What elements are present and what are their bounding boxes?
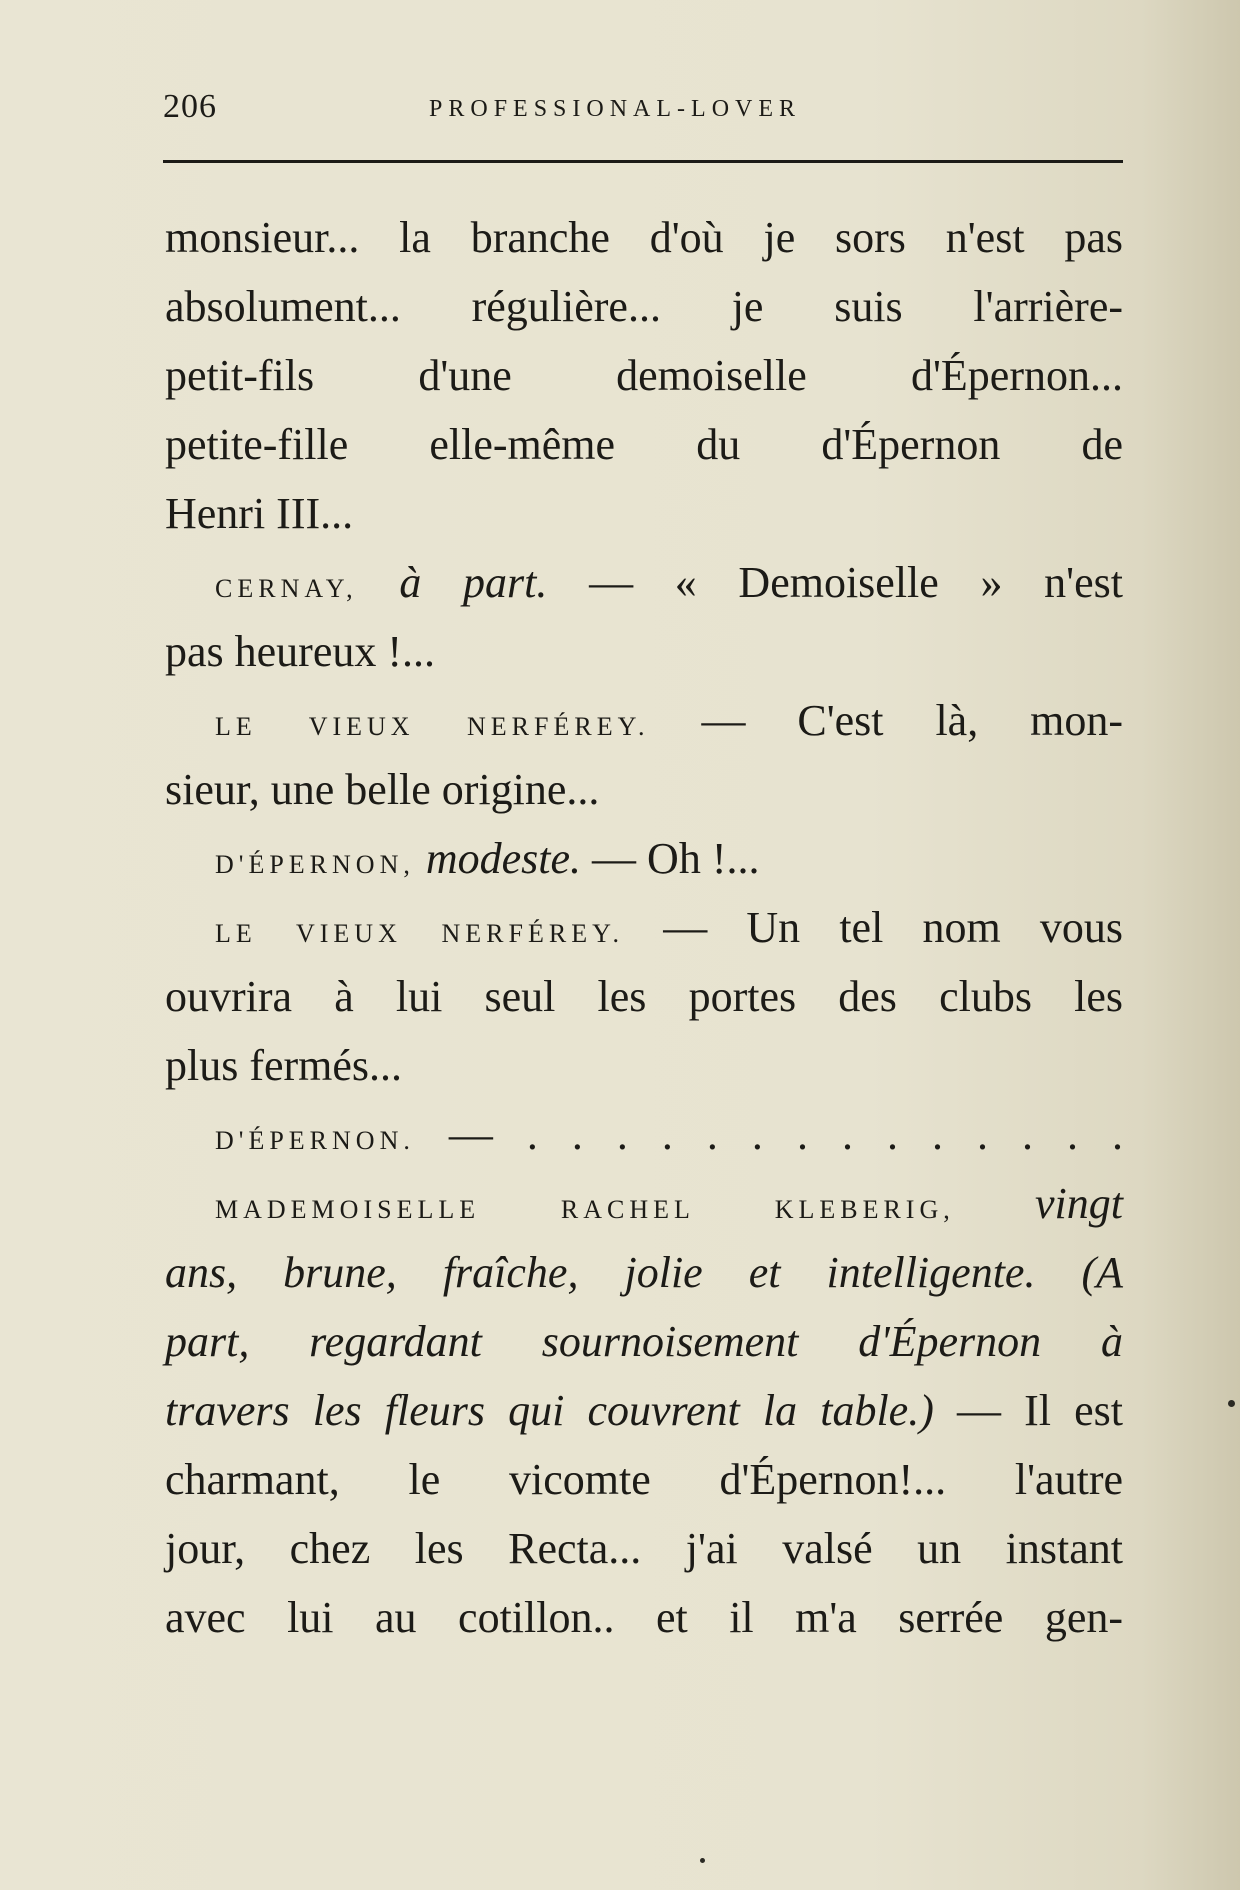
text-line: Henri III...	[165, 489, 354, 538]
dialogue-text: — Il est	[957, 1386, 1123, 1435]
text-line: sieur, une belle origine...	[165, 765, 600, 814]
dialogue-line	[165, 548, 1123, 617]
text-line: ouvrira à lui seul les portes des clubs les	[165, 972, 1123, 1021]
text-line: absolument... régulière... je suis l'arrière-	[165, 282, 1123, 331]
dialogue-line	[165, 1169, 1123, 1238]
dialogue-line	[165, 824, 1123, 893]
speaker-name: D'ÉPERNON,	[215, 850, 415, 879]
speaker-name: CERNAY,	[215, 574, 358, 603]
dialogue-text: — Un tel nom vous	[663, 903, 1124, 952]
speaker-name: LE VIEUX NERFÉREY.	[215, 919, 625, 948]
stage-direction: modeste.	[425, 834, 582, 883]
dialogue-line	[165, 893, 1123, 962]
header-rule	[163, 160, 1123, 163]
paper-speck	[1228, 1400, 1235, 1407]
dialogue-text: — « Demoiselle » n'est	[589, 558, 1123, 607]
dialogue-line	[165, 1376, 1123, 1445]
paper-speck	[700, 1858, 705, 1863]
dialogue-text: — C'est là, mon-	[701, 696, 1124, 745]
speaker-name: LE VIEUX NERFÉREY.	[215, 712, 650, 741]
text-line: petite-fille elle-même du d'Épernon de	[165, 420, 1123, 469]
dialogue-text: — . . . . . . . . . . . . . .	[448, 1110, 1124, 1159]
text-line: avec lui au cotillon.. et il m'a serrée gen-	[165, 1593, 1123, 1642]
text-line: petit-fils d'une demoiselle d'Épernon...	[165, 351, 1123, 400]
running-title: PROFESSIONAL-LOVER	[429, 96, 802, 122]
text-line: pas heureux !...	[165, 627, 436, 676]
dialogue-text: — Oh !...	[592, 834, 760, 883]
speaker-name: MADEMOISELLE RACHEL KLEBERIG,	[215, 1195, 955, 1224]
text-line: charmant, le vicomte d'Épernon!... l'autre	[165, 1455, 1123, 1504]
page-header	[163, 88, 1123, 138]
text-line: monsieur... la branche d'où je sors n'est pas	[165, 213, 1123, 262]
stage-direction: vingt	[1035, 1179, 1123, 1228]
text-line: plus fermés...	[165, 1041, 403, 1090]
stage-direction: à part.	[399, 558, 548, 607]
text-line: jour, chez les Recta... j'ai valsé un instant	[165, 1524, 1123, 1573]
page-number: 206	[163, 88, 217, 125]
stage-direction-line: part, regardant sournoisement d'Épernon à	[165, 1317, 1123, 1366]
dialogue-line	[165, 1100, 1123, 1169]
stage-direction: travers les fleurs qui couvrent la table.)	[165, 1386, 934, 1435]
speaker-name: D'ÉPERNON.	[215, 1126, 415, 1155]
stage-direction-line: ans, brune, fraîche, jolie et intelligente. (A	[165, 1248, 1123, 1297]
dialogue-line	[165, 686, 1123, 755]
body-text	[165, 203, 1123, 1652]
